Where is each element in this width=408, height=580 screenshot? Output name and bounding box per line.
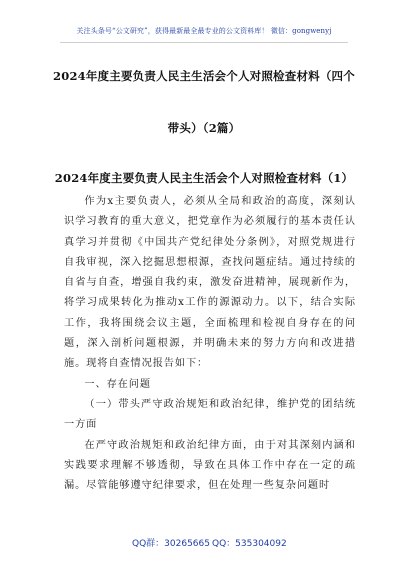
section-heading-1: 一、存在问题 — [84, 378, 151, 390]
header-note: 关注头条号“公文研究”，获得最新最全最专业的公文资料库！ 微信：gongwenyj — [76, 27, 332, 35]
document-subtitle: 2024年度主要负责人民主生活会个人对照检查材料（1） — [54, 171, 354, 185]
header-divider — [60, 42, 348, 43]
subsection-heading-1: （一）带头严守政治规矩和政治纪律，维护党的团结统一方面 — [64, 398, 356, 431]
document-title-line-2: 带头）（2篇） — [167, 121, 241, 135]
footer-qq-contact: QQ：535304092 — [212, 539, 287, 549]
body-paragraph-2: 在严守政治规矩和政治纪律方面，由于对其深刻内涵和实践要求理解不够透彻，导致在具体工作中存在一定的疏漏。尽管能够遵守纪律要求，但在处理一些复杂问题时 — [64, 439, 356, 492]
intro-paragraph: 作为x主要负责人，必须从全局和政治的高度，深刻认识学习教育的重大意义，把党章作为必须履行的基本责任认真学习并贯彻《中国共产党纪律处分条例》，对照党规进行自我审视，深入挖掘思想根源，查找问题症结。通过持续的自省与自查，增强自我约束，激发奋进精神，展现新作为，将学习成果转化为推动x工作的源源动力。以下，结合实际工作，我将围绕会议主题，全面梳理和检视自身存在的问题，深入剖析问题根源，并明确未来的努力方向和改进措施。现将自查情况报告如下： — [64, 196, 356, 370]
page-footer — [0, 536, 408, 550]
footer-qq-group: QQ群：30265665 — [132, 539, 210, 549]
document-title-line-1: 2024年度主要负责人民主生活会个人对照检查材料（四个 — [53, 69, 355, 83]
document-body — [64, 192, 356, 496]
